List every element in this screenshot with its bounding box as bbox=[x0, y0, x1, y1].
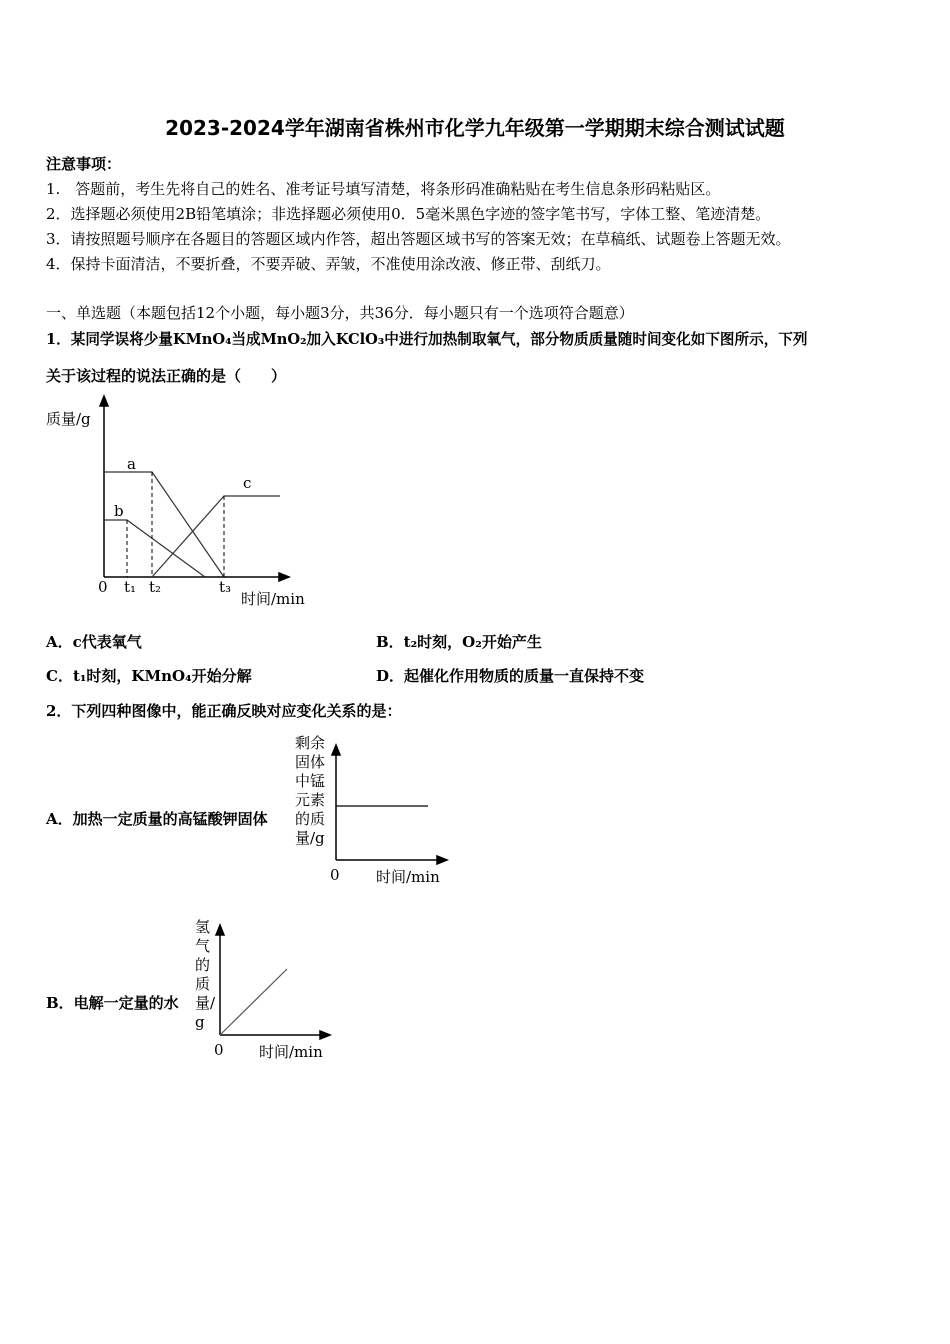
x-axis-arrow bbox=[279, 573, 289, 581]
notice-item: 1. 答题前，考生先将自己的姓名、准考证号填写清楚，将条形码准确粘贴在考生信息条形码粘贴区。 bbox=[46, 180, 721, 198]
qb-line bbox=[220, 969, 287, 1035]
page-title: 2023-2024学年湖南省株州市化学九年级第一学期期末综合测试试题 bbox=[165, 116, 785, 140]
tick-t2: t₂ bbox=[149, 578, 162, 596]
question-1-stem-cont: 关于该过程的说法正确的是（ ） bbox=[46, 367, 287, 385]
notice-heading: 注意事项： bbox=[46, 155, 122, 173]
question-1-stem: 1．某同学误将少量KMnO₄当成MnO₂加入KClO₃中进行加热制取氧气，部分物质质量随时间变化如下图所示，下列 bbox=[46, 331, 808, 348]
option-c: C．t₁时刻，KMnO₄开始分解 bbox=[46, 667, 252, 685]
option-b: B．t₂时刻，O₂开始产生 bbox=[376, 633, 542, 651]
series-b-label: b bbox=[114, 502, 124, 520]
x-axis-label: 时间/min bbox=[241, 590, 305, 608]
qa-origin: 0 bbox=[330, 866, 340, 884]
section-heading: 一、单选题（本题包括12个小题，每小题3分，共36分．每小题只有一个选项符合题意） bbox=[46, 304, 634, 322]
q2-option-a: A．加热一定质量的高锰酸钾固体 bbox=[46, 810, 268, 828]
qb-x-label: 时间/min bbox=[259, 1043, 323, 1061]
question-2-stem: 2．下列四种图像中，能正确反映对应变化关系的是： bbox=[46, 702, 402, 720]
qa-x-label: 时间/min bbox=[376, 868, 440, 886]
series-b-line bbox=[104, 520, 205, 577]
series-a-line bbox=[104, 472, 224, 577]
qb-y-label: 氢气的质量/g bbox=[195, 918, 216, 1031]
option-a: A．c代表氧气 bbox=[46, 633, 142, 651]
q2-option-b: B．电解一定量的水 bbox=[46, 994, 179, 1012]
notice-item: 3．请按照题号顺序在各题目的答题区域内作答，超出答题区域书写的答案无效；在草稿纸、试题卷上答题无效。 bbox=[46, 230, 791, 248]
origin-label: 0 bbox=[98, 578, 108, 596]
series-a-label: a bbox=[127, 455, 136, 473]
tick-t1: t₁ bbox=[124, 578, 137, 596]
tick-t3: t₃ bbox=[219, 578, 232, 596]
qb-origin: 0 bbox=[214, 1041, 224, 1059]
series-c-label: c bbox=[243, 474, 252, 492]
y-axis-arrow bbox=[100, 396, 108, 406]
qa-y-label: 剩余固体中锰元素的质量/g bbox=[295, 734, 326, 847]
notice-item: 2．选择题必须使用2B铅笔填涂；非选择题必须使用0．5毫米黑色字迹的签字笔书写，字体工整、笔迹清楚。 bbox=[46, 205, 771, 223]
y-axis-label: 质量/g bbox=[46, 410, 91, 428]
notice-item: 4．保持卡面清洁，不要折叠，不要弄破、弄皱，不准使用涂改液、修正带、刮纸刀。 bbox=[46, 255, 611, 273]
option-d: D．起催化作用物质的质量一直保持不变 bbox=[376, 667, 645, 685]
